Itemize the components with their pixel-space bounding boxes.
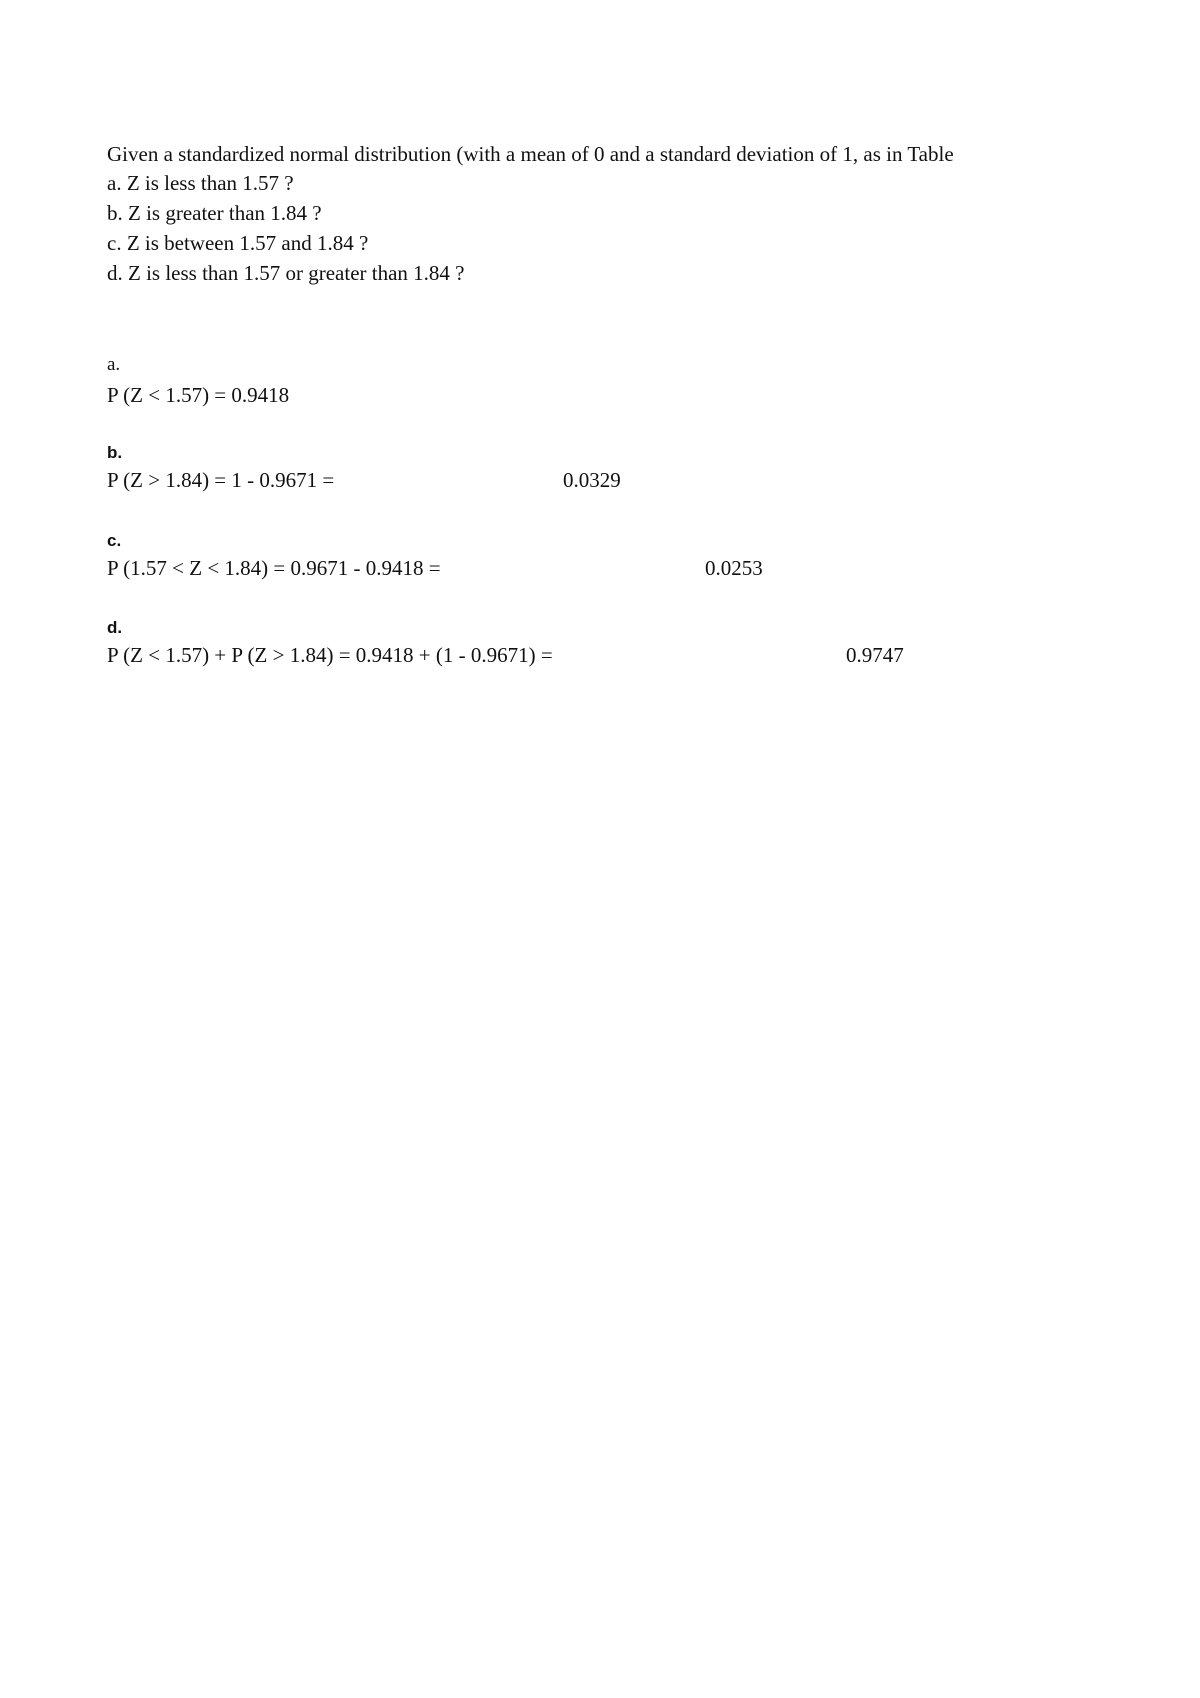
answer-d-expression: P (Z < 1.57) + P (Z > 1.84) = 0.9418 + (1 - 0.9671) = [107,643,553,667]
answer-a-expression: P (Z < 1.57) = 0.9418 [107,383,290,407]
answer-b-label: b. [107,443,123,462]
answer-c-label: c. [107,531,122,550]
question-intro: Given a standardized normal distribution (with a mean of 0 and a standard deviation of 1, as in Table [107,142,954,166]
question-item-d: d. Z is less than 1.57 or greater than 1.84 ? [107,261,465,285]
answer-d-result: 0.9747 [846,643,904,667]
question-item-b: b. Z is greater than 1.84 ? [107,201,322,225]
question-item-c: c. Z is between 1.57 and 1.84 ? [107,231,369,255]
answer-a-label: a. [107,354,121,375]
answer-c-result: 0.0253 [705,556,763,580]
answer-d-label: d. [107,618,123,637]
answer-b-result: 0.0329 [563,468,621,492]
question-item-a: a. Z is less than 1.57 ? [107,171,294,195]
answer-b-expression: P (Z > 1.84) = 1 - 0.9671 = [107,468,335,492]
answer-c-expression: P (1.57 < Z < 1.84) = 0.9671 - 0.9418 = [107,556,441,580]
